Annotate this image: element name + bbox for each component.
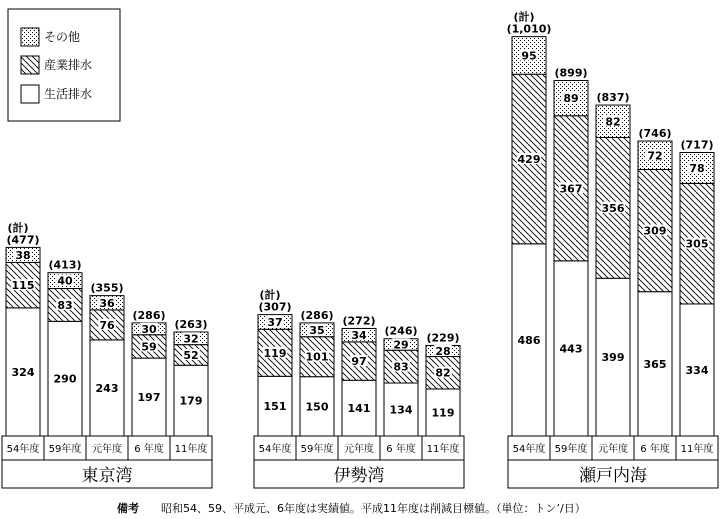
value-label: 309 (643, 224, 667, 238)
legend-label-other: その他 (44, 30, 81, 44)
group-name-label: 伊勢湾 (333, 466, 385, 486)
category-label: 59年度 (300, 444, 334, 455)
value-label: 324 (11, 365, 35, 379)
value-label: 28 (435, 344, 451, 358)
total-marker-label: (計) (513, 10, 535, 24)
total-label: (229) (426, 331, 460, 345)
value-label: 141 (347, 402, 371, 416)
total-label: (286) (300, 308, 334, 322)
value-label: 78 (689, 161, 705, 175)
total-label: (246) (384, 324, 418, 338)
value-label: 115 (11, 279, 35, 293)
total-label: (746) (638, 127, 672, 141)
value-label: 89 (563, 92, 579, 106)
category-label: 元年度 (344, 444, 374, 455)
total-label: (837) (596, 91, 630, 105)
category-label: 6 年度 (386, 444, 416, 455)
value-label: 40 (57, 274, 73, 288)
value-label: 486 (517, 333, 541, 347)
group-name-label: 東京湾 (81, 466, 133, 486)
value-label: 82 (605, 115, 621, 129)
value-label: 59 (141, 340, 157, 354)
category-label: 54年度 (258, 444, 292, 455)
category-label: 59年度 (554, 444, 588, 455)
bar-group-0 (2, 220, 212, 488)
footnote-label: 備考 (117, 502, 139, 515)
total-label: (413) (48, 258, 82, 272)
value-label: 197 (137, 391, 161, 405)
value-label: 179 (179, 394, 203, 408)
value-label: 52 (183, 348, 199, 362)
footnote (117, 500, 586, 516)
value-label: 334 (685, 363, 709, 377)
category-label: 6 年度 (640, 444, 670, 455)
legend-swatch-domestic (21, 85, 39, 103)
category-label: 6 年度 (134, 444, 164, 455)
value-label: 38 (15, 248, 31, 262)
value-label: 119 (431, 406, 455, 420)
total-label: (717) (680, 138, 714, 152)
group-name-label: 瀬戸内海 (579, 466, 647, 486)
total-marker-label: (計) (259, 288, 281, 302)
value-label: 82 (435, 366, 451, 380)
legend (8, 9, 120, 121)
total-label: (263) (174, 318, 208, 332)
category-label: 11年度 (680, 444, 714, 455)
value-label: 72 (647, 149, 663, 163)
value-label: 151 (263, 400, 287, 414)
value-label: 443 (559, 342, 583, 356)
value-label: 32 (183, 332, 199, 346)
value-label: 36 (99, 296, 115, 310)
total-label: (355) (90, 281, 124, 295)
value-label: 95 (521, 49, 537, 63)
total-label: (1,010) (506, 22, 552, 36)
value-label: 243 (95, 381, 119, 395)
value-label: 399 (601, 351, 625, 365)
category-label: 元年度 (92, 444, 122, 455)
value-label: 305 (685, 237, 709, 251)
value-label: 150 (305, 400, 329, 414)
category-label: 11年度 (426, 444, 460, 455)
bar-group-2 (507, 10, 718, 488)
legend-label-industrial: 産業排水 (44, 58, 93, 72)
total-label: (272) (342, 314, 376, 328)
value-label: 134 (389, 403, 413, 417)
category-label: 59年度 (48, 444, 82, 455)
category-label: 54年度 (6, 444, 40, 455)
value-label: 101 (305, 350, 329, 364)
value-label: 119 (263, 346, 287, 360)
value-label: 37 (267, 315, 283, 329)
bar-group-1 (254, 288, 464, 488)
total-label: (477) (6, 233, 40, 247)
total-label: (307) (258, 300, 292, 314)
legend-label-domestic: 生活排水 (44, 87, 93, 101)
legend-swatch-other (21, 28, 39, 46)
value-label: 34 (351, 329, 367, 343)
value-label: 29 (393, 338, 409, 352)
total-label: (899) (554, 66, 588, 80)
value-label: 356 (601, 201, 625, 215)
category-label: 元年度 (598, 444, 628, 455)
value-label: 97 (351, 355, 367, 369)
value-label: 429 (517, 153, 541, 167)
value-label: 365 (643, 357, 667, 371)
value-label: 290 (53, 372, 77, 386)
total-marker-label: (計) (7, 221, 29, 235)
total-label: (286) (132, 308, 166, 322)
value-label: 83 (393, 360, 409, 374)
value-label: 367 (559, 182, 583, 196)
value-label: 83 (57, 298, 73, 312)
value-label: 30 (141, 322, 157, 336)
category-label: 11年度 (174, 444, 208, 455)
category-label: 54年度 (512, 444, 546, 455)
value-label: 35 (309, 323, 325, 337)
footnote-text: 昭和54、59、平成元、6年度は実績値。平成11年度は削減目標値。（単位：トン’/日） (161, 502, 586, 515)
value-label: 76 (99, 318, 115, 332)
legend-swatch-industrial (21, 56, 39, 74)
